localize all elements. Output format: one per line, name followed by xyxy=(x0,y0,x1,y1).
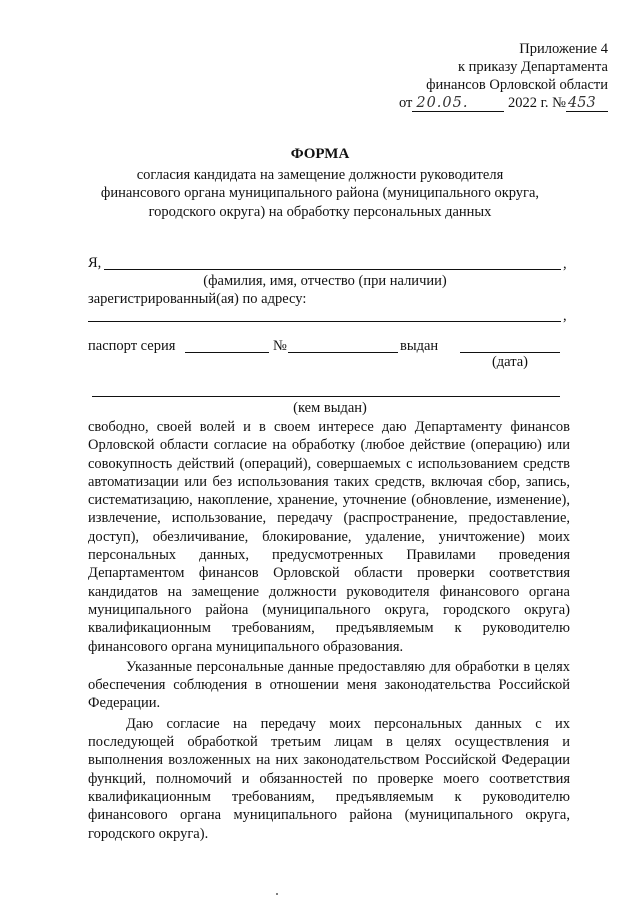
appendix-line-2: к приказу Департамента xyxy=(457,59,608,75)
date-caption: (дата) xyxy=(491,354,529,370)
passport-number-label: № xyxy=(273,338,287,354)
name-comma: , xyxy=(563,256,567,272)
form-subtitle-line-3: городского округа) на обработку персональных данных xyxy=(148,203,492,220)
issued-by-field-line[interactable] xyxy=(92,396,560,397)
appendix-date-line xyxy=(399,94,608,112)
name-caption: (фамилия, имя, отчество (при наличии) xyxy=(203,273,447,289)
handwritten-order-number: 453 xyxy=(566,95,608,112)
name-field-line[interactable] xyxy=(104,269,561,270)
issued-label: выдан xyxy=(400,338,439,354)
consent-paragraph-2: Указанные персональные данные предоставляю для обработки в целях обеспечения соблюдения в отношении меня законодательства Российской Федерации. xyxy=(88,658,570,712)
appendix-line-1: Приложение 4 xyxy=(519,41,608,57)
issued-by-caption: (кем выдан) xyxy=(293,400,367,416)
address-field-line[interactable] xyxy=(88,321,561,322)
appendix-line-3: финансов Орловской области xyxy=(426,77,608,93)
passport-series-field[interactable] xyxy=(185,352,269,353)
consent-paragraph-1: свободно, своей волей и в своем интересе даю Департаменту финансов Орловской области согласие на обработку (любое действие (операцию) или совокупность действий (операций), совершаемых с использованием средств автоматизации или без использования таких средств, включая сбор, запись, систематизацию, накопление, хранение, уточнение (обновление, изменение), извлечение, использование, передачу (распространение, предоставление, доступ), обезличивание, блокирование, удаление, уничтожение) моих персональных данных, предусмотренных Правилами проведения Департаментом финансов Орловской области проверки соответствия кандидатов на замещение должности руководителя финансового органа муниципального района (муниципального округа, городского округа) квалификационным требованиям, предъявляемым к руководителю финансового органа муниципального образования. xyxy=(88,419,570,655)
scan-speck xyxy=(276,893,278,895)
form-heading xyxy=(60,145,580,221)
form-subtitle-line-1: согласия кандидата на замещение должности руководителя xyxy=(136,166,504,183)
handwritten-date: 20.05. xyxy=(412,95,504,112)
i-label: Я, xyxy=(88,255,102,271)
date-year: 2022 г. № xyxy=(507,95,566,111)
consent-body xyxy=(88,418,570,843)
date-prefix: от xyxy=(398,95,413,111)
form-title: ФОРМА xyxy=(290,146,350,162)
address-comma: , xyxy=(563,308,567,324)
passport-number-field[interactable] xyxy=(288,352,398,353)
passport-series-label: паспорт серия xyxy=(88,338,176,354)
consent-paragraph-3: Даю согласие на передачу моих персональных данных с их последующей обработкой третьим лицам в целях осуществления и выполнения возложенных на них законодательством Российской Федерации функций, полномочий и обязанностей по проверке моего соответствия квалификационным требованиям, предъявляемым к руководителю финансового органа муниципального района (муниципального округа, городского округа). xyxy=(88,715,570,842)
registered-label: зарегистрированный(ая) по адресу: xyxy=(88,291,307,307)
appendix-header xyxy=(399,40,608,112)
form-subtitle-line-2: финансового органа муниципального района (муниципального округа, xyxy=(100,185,540,201)
